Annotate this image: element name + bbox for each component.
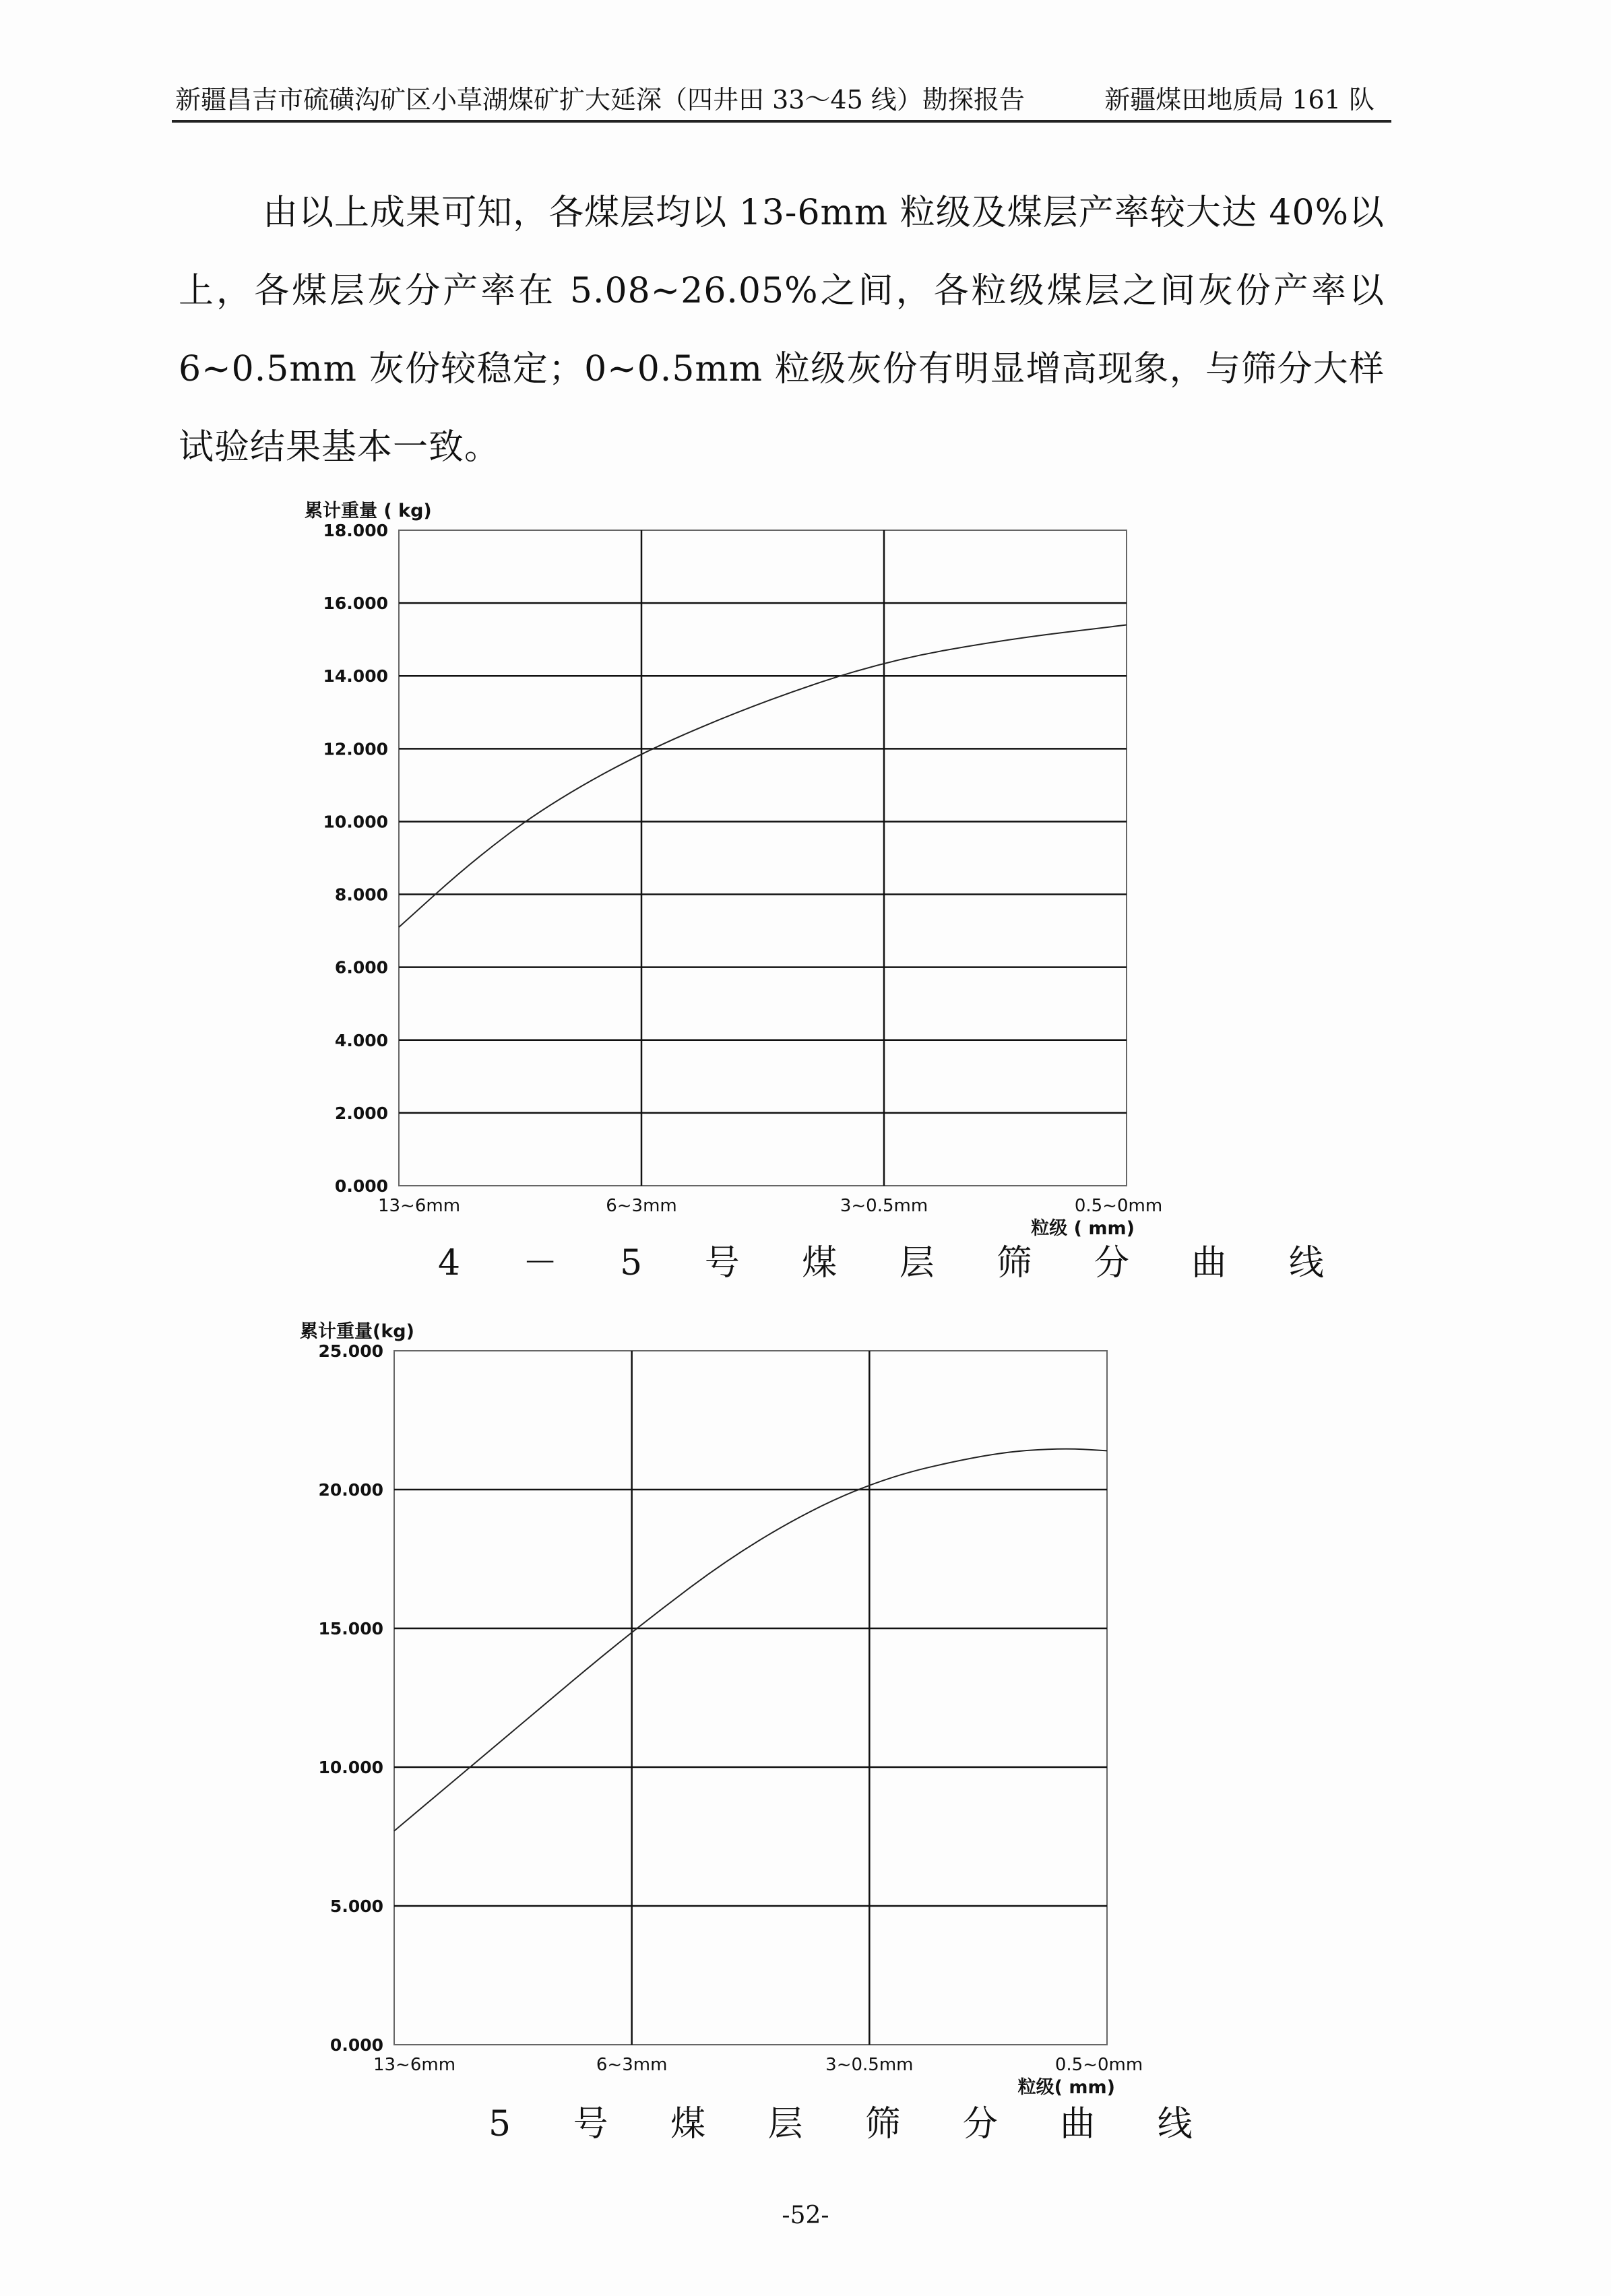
running-header	[175, 79, 1388, 120]
sieve-curve-chart-5	[0, 1314, 1179, 2098]
page-number: -52-	[782, 2202, 829, 2229]
organization-name: 新疆煤田地质局 161 队	[1104, 85, 1375, 115]
y-tick-label: 0.000	[334, 1176, 388, 1196]
y-tick-label: 18.000	[323, 521, 388, 540]
y-tick-label: 14.000	[323, 666, 388, 687]
y-tick-label: 20.000	[318, 1480, 383, 1500]
sieve-curve-chart-4-5	[0, 499, 1179, 1240]
report-title: 新疆昌吉市硫磺沟矿区小草湖煤矿扩大延深（四井田 33～45 线）勘探报告	[175, 85, 1025, 115]
y-tick-label: 16.000	[323, 594, 388, 614]
y-tick-label: 6.000	[334, 957, 388, 978]
x-tick-label: 3~0.5mm	[840, 1196, 928, 1216]
series-line	[399, 625, 1127, 928]
x-tick-label: 6~3mm	[606, 1196, 677, 1216]
y-tick-label: 4.000	[334, 1030, 388, 1050]
y-tick-label: 10.000	[323, 812, 388, 832]
body-paragraph: 由以上成果可知，各煤层均以 13-6mm 粒级及煤层产率较大达 40%以上，各煤层灰分产率在 5.08~26.05%之间，各粒级煤层之间灰份产率以 6~0.5mm 灰份较稳定；0~0.5mm 粒级灰份有明显增高现象，与筛分大样试验结果基本一致。	[179, 193, 1385, 468]
x-tick-label: 13~6mm	[377, 1196, 461, 1216]
x-tick-label: 0.5~0mm	[1074, 1196, 1163, 1216]
y-tick-label: 15.000	[318, 1619, 383, 1638]
series-line	[394, 1449, 1107, 1831]
x-tick-label: 13~6mm	[373, 2055, 456, 2075]
x-tick-label: 0.5~0mm	[1054, 2055, 1143, 2075]
plot-frame	[399, 530, 1127, 1186]
header-rule	[172, 120, 1391, 123]
x-axis-title: 粒级 ( mm)	[1031, 1218, 1135, 1239]
y-axis-title: 累计重量(kg)	[300, 1321, 414, 1342]
y-axis-title: 累计重量 ( kg)	[305, 501, 432, 521]
y-tick-label: 5.000	[329, 1896, 383, 1916]
y-tick-label: 8.000	[334, 885, 388, 905]
x-tick-label: 3~0.5mm	[825, 2055, 914, 2075]
y-tick-label: 10.000	[318, 1758, 383, 1777]
y-tick-label: 0.000	[329, 2035, 383, 2055]
chart-caption-4-5: 4 － 5 号 煤 层 筛 分 曲 线	[438, 1243, 1350, 1283]
y-tick-label: 25.000	[318, 1341, 383, 1361]
plot-frame	[394, 1351, 1107, 2045]
y-tick-label: 2.000	[334, 1103, 388, 1123]
chart-caption-5: 5 号 煤 层 筛 分 曲 线	[488, 2104, 1218, 2144]
x-tick-label: 6~3mm	[596, 2055, 668, 2075]
x-axis-title: 粒级( mm)	[1017, 2077, 1115, 2098]
y-tick-label: 12.000	[323, 739, 388, 759]
